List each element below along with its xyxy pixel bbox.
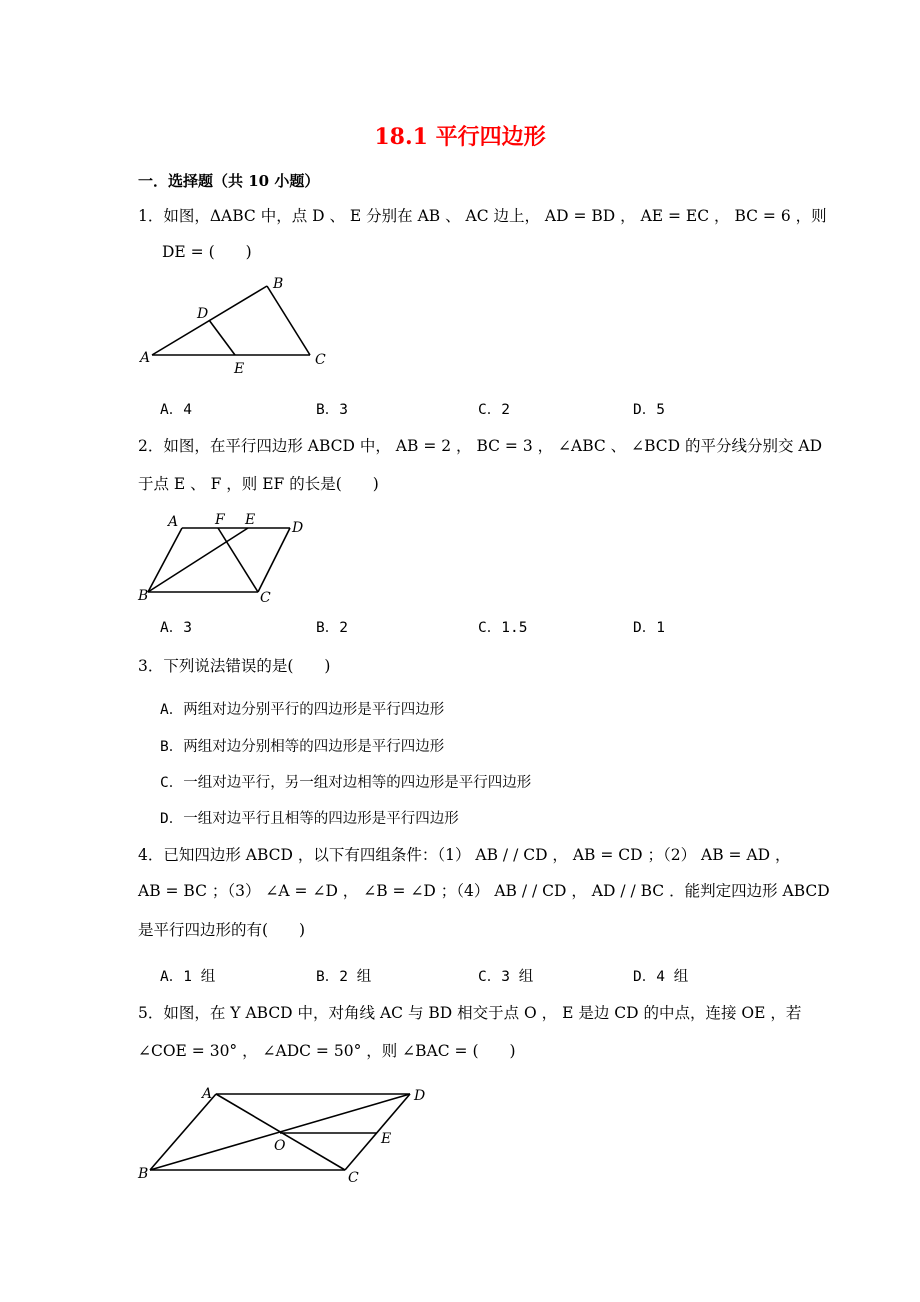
q2-label-a: A [168, 514, 179, 530]
q1-label-b: B [273, 276, 284, 292]
q2-option-b: B．2 [316, 620, 348, 636]
q5-label-d: D [414, 1088, 426, 1104]
q1-label-c: C [315, 352, 326, 368]
q1-label-e: E [234, 361, 245, 377]
q1-text: 1．如图，ΔABC 中，点 D 、 E 分别在 AB 、 AC 边上， AD = BD ， AE = EC ， BC = 6 ，则 [138, 207, 827, 225]
q2-label-d: D [292, 520, 304, 536]
q1-option-c: C．2 [478, 402, 510, 418]
q5-label-a: A [202, 1086, 213, 1102]
section-heading: 一．选择题（共 10 小题） [138, 172, 320, 190]
q1-text-2: DE = ( ) [162, 243, 252, 261]
q2-text-2: 于点 E 、 F ，则 EF 的长是( ) [138, 475, 379, 493]
q2-option-c: C．1.5 [478, 620, 528, 636]
q4-text-3: 是平行四边形的有( ) [138, 921, 306, 939]
page-title: 18.1 平行四边形 [374, 124, 546, 150]
q3-option-b: B．两组对边分别相等的四边形是平行四边形 [160, 739, 445, 755]
q5-label-o: O [274, 1138, 286, 1154]
q5-text-2: ∠COE = 30° ， ∠ADC = 50° ，则 ∠BAC = ( ) [138, 1042, 516, 1060]
q5-label-c: C [348, 1170, 359, 1186]
q3-option-a: A．两组对边分别平行的四边形是平行四边形 [160, 702, 445, 718]
q4-text-1: 4．已知四边形 ABCD ，以下有四组条件：（1） AB / / CD ， AB = CD ；（2） AB = AD ， [138, 846, 791, 864]
q2-option-a: A．3 [160, 620, 192, 636]
q4-option-b: B．2 组 [316, 969, 372, 985]
q2-label-c: C [260, 590, 271, 606]
q1-label-a: A [140, 350, 151, 366]
q1-option-d: D．5 [633, 402, 665, 418]
q3-option-c: C．一组对边平行，另一组对边相等的四边形是平行四边形 [160, 775, 532, 791]
q2-text: 2．如图，在平行四边形 ABCD 中， AB = 2 ， BC = 3 ， ∠ABC 、 ∠BCD 的平分线分别交 AD [138, 437, 823, 455]
q4-option-a: A．1 组 [160, 969, 216, 985]
q5-label-b: B [138, 1166, 149, 1182]
q2-label-b: B [138, 588, 149, 604]
q3-option-d: D．一组对边平行且相等的四边形是平行四边形 [160, 811, 459, 827]
q4-text-2: AB = BC ；（3） ∠A = ∠D ， ∠B = ∠D ；（4） AB / / CD ， AD / / BC ．能判定四边形 ABCD [138, 882, 830, 900]
q5-text-1: 5．如图，在 Y ABCD 中，对角线 AC 与 BD 相交于点 O ， E 是边 CD 的中点，连接 OE ，若 [138, 1004, 802, 1022]
q2-label-f: F [215, 512, 225, 528]
q1-option-a: A．4 [160, 402, 192, 418]
q4-option-d: D．4 组 [633, 969, 689, 985]
q4-option-c: C．3 组 [478, 969, 534, 985]
q1-option-b: B．3 [316, 402, 348, 418]
q3-text: 3．下列说法错误的是( ) [138, 657, 331, 675]
q1-label-d: D [197, 306, 209, 322]
q2-option-d: D．1 [633, 620, 665, 636]
q2-label-e: E [245, 512, 256, 528]
q5-label-e: E [381, 1131, 392, 1147]
